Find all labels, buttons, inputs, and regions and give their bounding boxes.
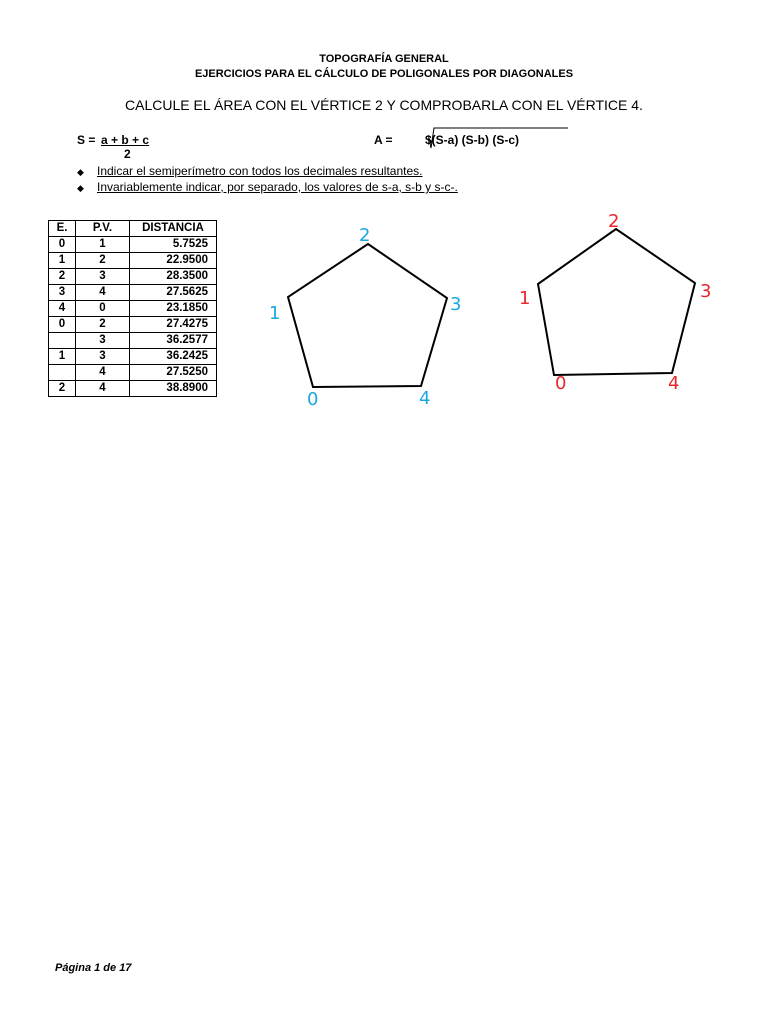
bullet-text: Invariablemente indicar, por separado, los valores de s-a, s-b y s-c-. — [97, 180, 458, 194]
instruction-text: CALCULE EL ÁREA CON EL VÉRTICE 2 Y COMPROBARLA CON EL VÉRTICE 4. — [125, 97, 643, 113]
vertex-label-3: 3 — [450, 294, 462, 315]
header-distancia: DISTANCIA — [130, 221, 217, 237]
cell-estacion — [49, 333, 76, 349]
cell-estacion: 2 — [49, 381, 76, 397]
cell-distancia: 27.5625 — [130, 285, 217, 301]
vertex-label-1: 1 — [519, 288, 531, 309]
cell-estacion: 2 — [49, 269, 76, 285]
header-punto-visado: P.V. — [76, 221, 130, 237]
cell-punto-visado: 2 — [76, 317, 130, 333]
cell-estacion: 3 — [49, 285, 76, 301]
cell-distancia: 36.2577 — [130, 333, 217, 349]
formula-a-label: A = — [374, 133, 393, 147]
formula-s-numerator: a + b + c — [101, 133, 150, 147]
cell-estacion: 0 — [49, 237, 76, 253]
pentagon-diagram-vertex-2 — [255, 215, 475, 415]
cell-distancia: 38.8900 — [130, 381, 217, 397]
vertex-label-0: 0 — [555, 373, 567, 394]
cell-punto-visado: 3 — [76, 349, 130, 365]
pentagon-diagram-vertex-4 — [505, 200, 725, 400]
vertex-label-3: 3 — [700, 281, 712, 302]
formula-s-label: S = — [77, 133, 96, 147]
cell-estacion: 1 — [49, 253, 76, 269]
table-row — [49, 381, 217, 397]
cell-distancia: 27.5250 — [130, 365, 217, 381]
cell-estacion: 4 — [49, 301, 76, 317]
cell-punto-visado: 3 — [76, 333, 130, 349]
cell-estacion: 0 — [49, 317, 76, 333]
cell-punto-visado: 4 — [76, 365, 130, 381]
title-ejercicios: EJERCICIOS PARA EL CÁLCULO DE POLIGONALES POR DIAGONALES — [194, 68, 574, 80]
page-footer: Página 1 de 17 — [55, 962, 132, 974]
distance-table — [48, 220, 217, 397]
cell-distancia: 28.3500 — [130, 269, 217, 285]
cell-punto-visado: 2 — [76, 253, 130, 269]
diamond-bullet-icon: ◆ — [77, 167, 84, 177]
cell-distancia: 23.1850 — [130, 301, 217, 317]
cell-distancia: 36.2425 — [130, 349, 217, 365]
vertex-label-2: 2 — [608, 211, 620, 232]
cell-distancia: 27.4275 — [130, 317, 217, 333]
bullet-item — [77, 180, 458, 194]
table-row — [49, 285, 217, 301]
table-row — [49, 237, 217, 253]
bullet-item — [77, 164, 422, 178]
cell-punto-visado: 4 — [76, 381, 130, 397]
cell-punto-visado: 0 — [76, 301, 130, 317]
vertex-label-2: 2 — [359, 225, 371, 246]
cell-punto-visado: 4 — [76, 285, 130, 301]
table-row — [49, 269, 217, 285]
table-row — [49, 349, 217, 365]
table-row — [49, 317, 217, 333]
table-header-row — [49, 221, 217, 237]
cell-punto-visado: 3 — [76, 269, 130, 285]
formula-s-denominator: 2 — [124, 147, 131, 161]
table-row — [49, 253, 217, 269]
diamond-bullet-icon: ◆ — [77, 183, 84, 193]
formula-a-expression: $(S-a) (S-b) (S-c) — [425, 133, 519, 147]
vertex-label-0: 0 — [307, 389, 319, 410]
pentagon-shape — [538, 229, 695, 375]
vertex-label-4: 4 — [668, 373, 680, 394]
table-row — [49, 333, 217, 349]
bullet-text: Indicar el semiperímetro con todos los decimales resultantes. — [97, 164, 423, 178]
header-estacion: E. — [49, 221, 76, 237]
cell-distancia: 5.7525 — [130, 237, 217, 253]
cell-distancia: 22.9500 — [130, 253, 217, 269]
vertex-label-1: 1 — [269, 303, 281, 324]
table-row — [49, 301, 217, 317]
cell-estacion: 1 — [49, 349, 76, 365]
cell-punto-visado: 1 — [76, 237, 130, 253]
vertex-label-4: 4 — [419, 388, 431, 409]
title-topografia: TOPOGRAFÍA GENERAL — [319, 53, 449, 65]
table-row — [49, 365, 217, 381]
cell-estacion — [49, 365, 76, 381]
pentagon-shape — [288, 244, 447, 387]
